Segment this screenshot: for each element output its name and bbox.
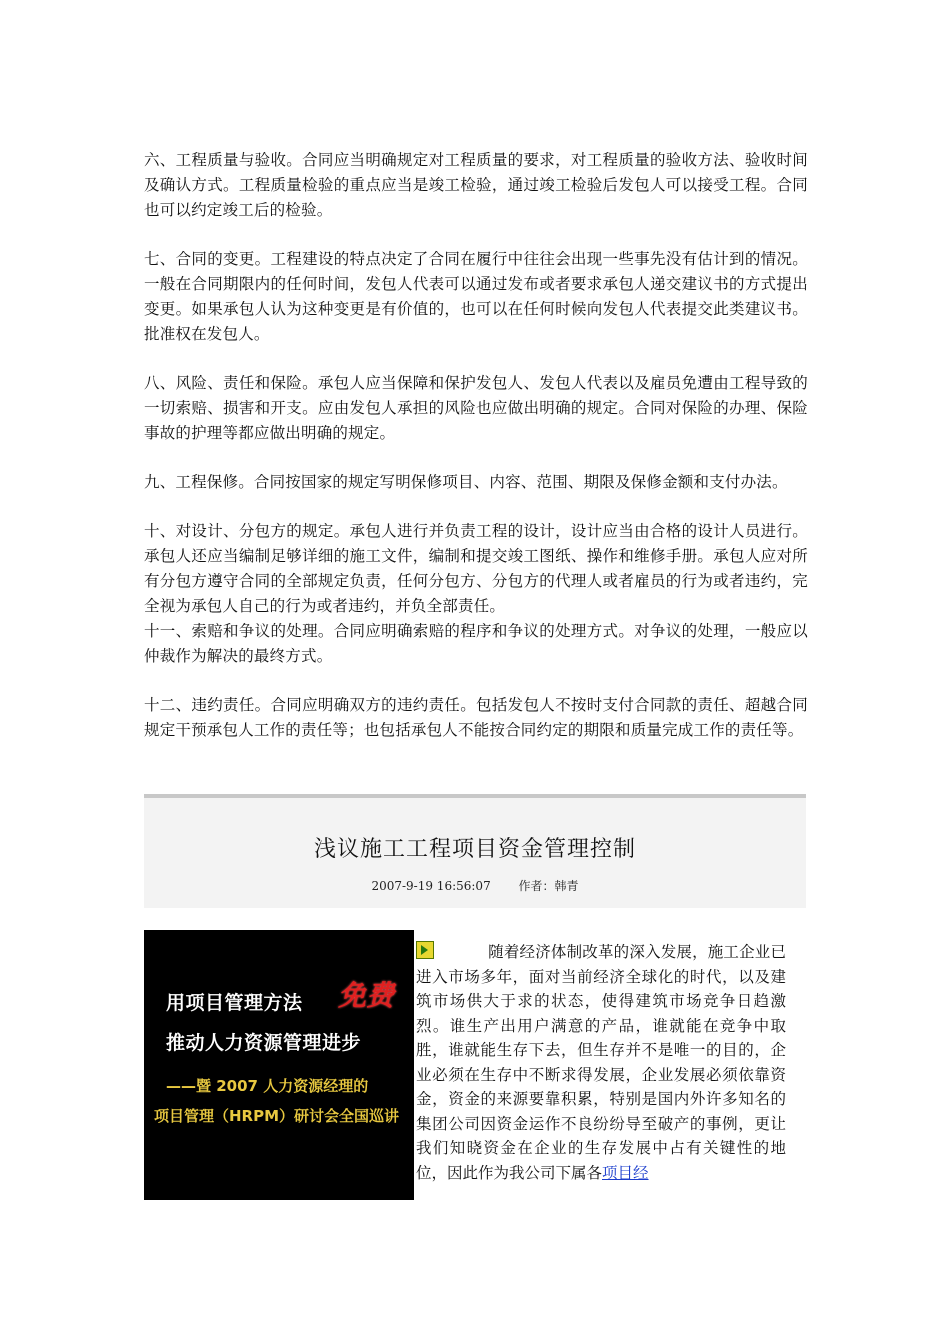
paragraph-liability: 十二、违约责任。合同应明确双方的违约责任。包括发包人不按时支付合同款的责任、超越合同规定干预承包人工作的责任等；也包括承包人不能按合同约定的期限和质量完成工作的责任等。 bbox=[144, 696, 808, 739]
ad-line-3: ——暨 2007 人力资源经理的 bbox=[166, 1077, 369, 1095]
article-header bbox=[144, 794, 806, 908]
paragraph-changes: 七、合同的变更。工程建设的特点决定了合同在履行中往往会出现一些事先没有估计到的情况。一般在合同期限内的任何时间，发包人代表可以通过发布或者要求承包人递交建议书的方式提出变更。如果承包人认为这种变更是有价值的，也可以在任何时候向发包人代表提交此类建议书。批准权在发包人。 bbox=[144, 250, 808, 343]
article-author: 作者：韩青 bbox=[518, 879, 579, 893]
ad-free-badge: 免费 bbox=[338, 979, 395, 1012]
article-meta bbox=[144, 877, 806, 894]
paragraph-risk: 八、风险、责任和保险。承包人应当保障和保护发包人、发包人代表以及雇员免遭由工程导致的一切索赔、损害和开支。应由发包人承担的风险也应做出明确的规定。合同对保险的办理、保险事故的护理等都应做出明确的规定。 bbox=[144, 374, 808, 442]
ad-line-1: 用项目管理方法 bbox=[166, 992, 303, 1014]
article-date: 2007-9-19 16:56:07 bbox=[371, 879, 491, 893]
ad-banner[interactable] bbox=[144, 930, 414, 1200]
project-manager-link[interactable]: 项目经 bbox=[602, 1163, 649, 1182]
ad-line-2: 推动人力资源管理进步 bbox=[166, 1032, 362, 1054]
article-body bbox=[416, 940, 786, 1185]
arrow-bullet-icon bbox=[416, 941, 434, 959]
paragraph-quality: 六、工程质量与验收。合同应当明确规定对工程质量的要求，对工程质量的验收方法、验收时间及确认方式。工程质量检验的重点应当是竣工检验，通过竣工检验后发包人可以接受工程。合同也可以约定竣工后的检验。 bbox=[144, 151, 808, 219]
paragraph-claims: 十一、索赔和争议的处理。合同应明确索赔的程序和争议的处理方式。对争议的处理，一般应以仲裁作为解决的最终方式。 bbox=[144, 622, 808, 665]
document-body bbox=[144, 148, 808, 743]
article-title: 浅议施工工程项目资金管理控制 bbox=[313, 837, 636, 862]
ad-line-4: 项目管理（HRPM）研讨会全国巡讲 bbox=[154, 1107, 400, 1125]
article-body-text: 随着经济体制改革的深入发展，施工企业已进入市场多年，面对当前经济全球化的时代，以及建筑市场供大于求的状态，使得建筑市场竞争日趋激烈。谁生产出用户满意的产品，谁就能在竞争中取胜，谁就能生存下去，但生存并不是唯一的目的，企业必须在生存中不断求得发展，企业发展必须依靠资金，资金的来源要靠积累，特别是国内外许多知名的集团公司因资金运作不良纷纷导至破产的事例，更让我们知晓资金在企业的生存发展中占有关键性的地位，因此作为我公司下属各 bbox=[416, 943, 786, 1182]
paragraph-warranty: 九、工程保修。合同按国家的规定写明保修项目、内容、范围、期限及保修金额和支付办法。 bbox=[144, 473, 788, 491]
paragraph-design: 十、对设计、分包方的规定。承包人进行并负责工程的设计，设计应当由合格的设计人员进行。承包人还应当编制足够详细的施工文件，编制和提交竣工图纸、操作和维修手册。承包人应对所有分包方遵守合同的全部规定负责，任何分包方、分包方的代理人或者雇员的行为或者违约，完全视为承包人自己的行为或者违约，并负全部责任。 bbox=[144, 522, 808, 615]
